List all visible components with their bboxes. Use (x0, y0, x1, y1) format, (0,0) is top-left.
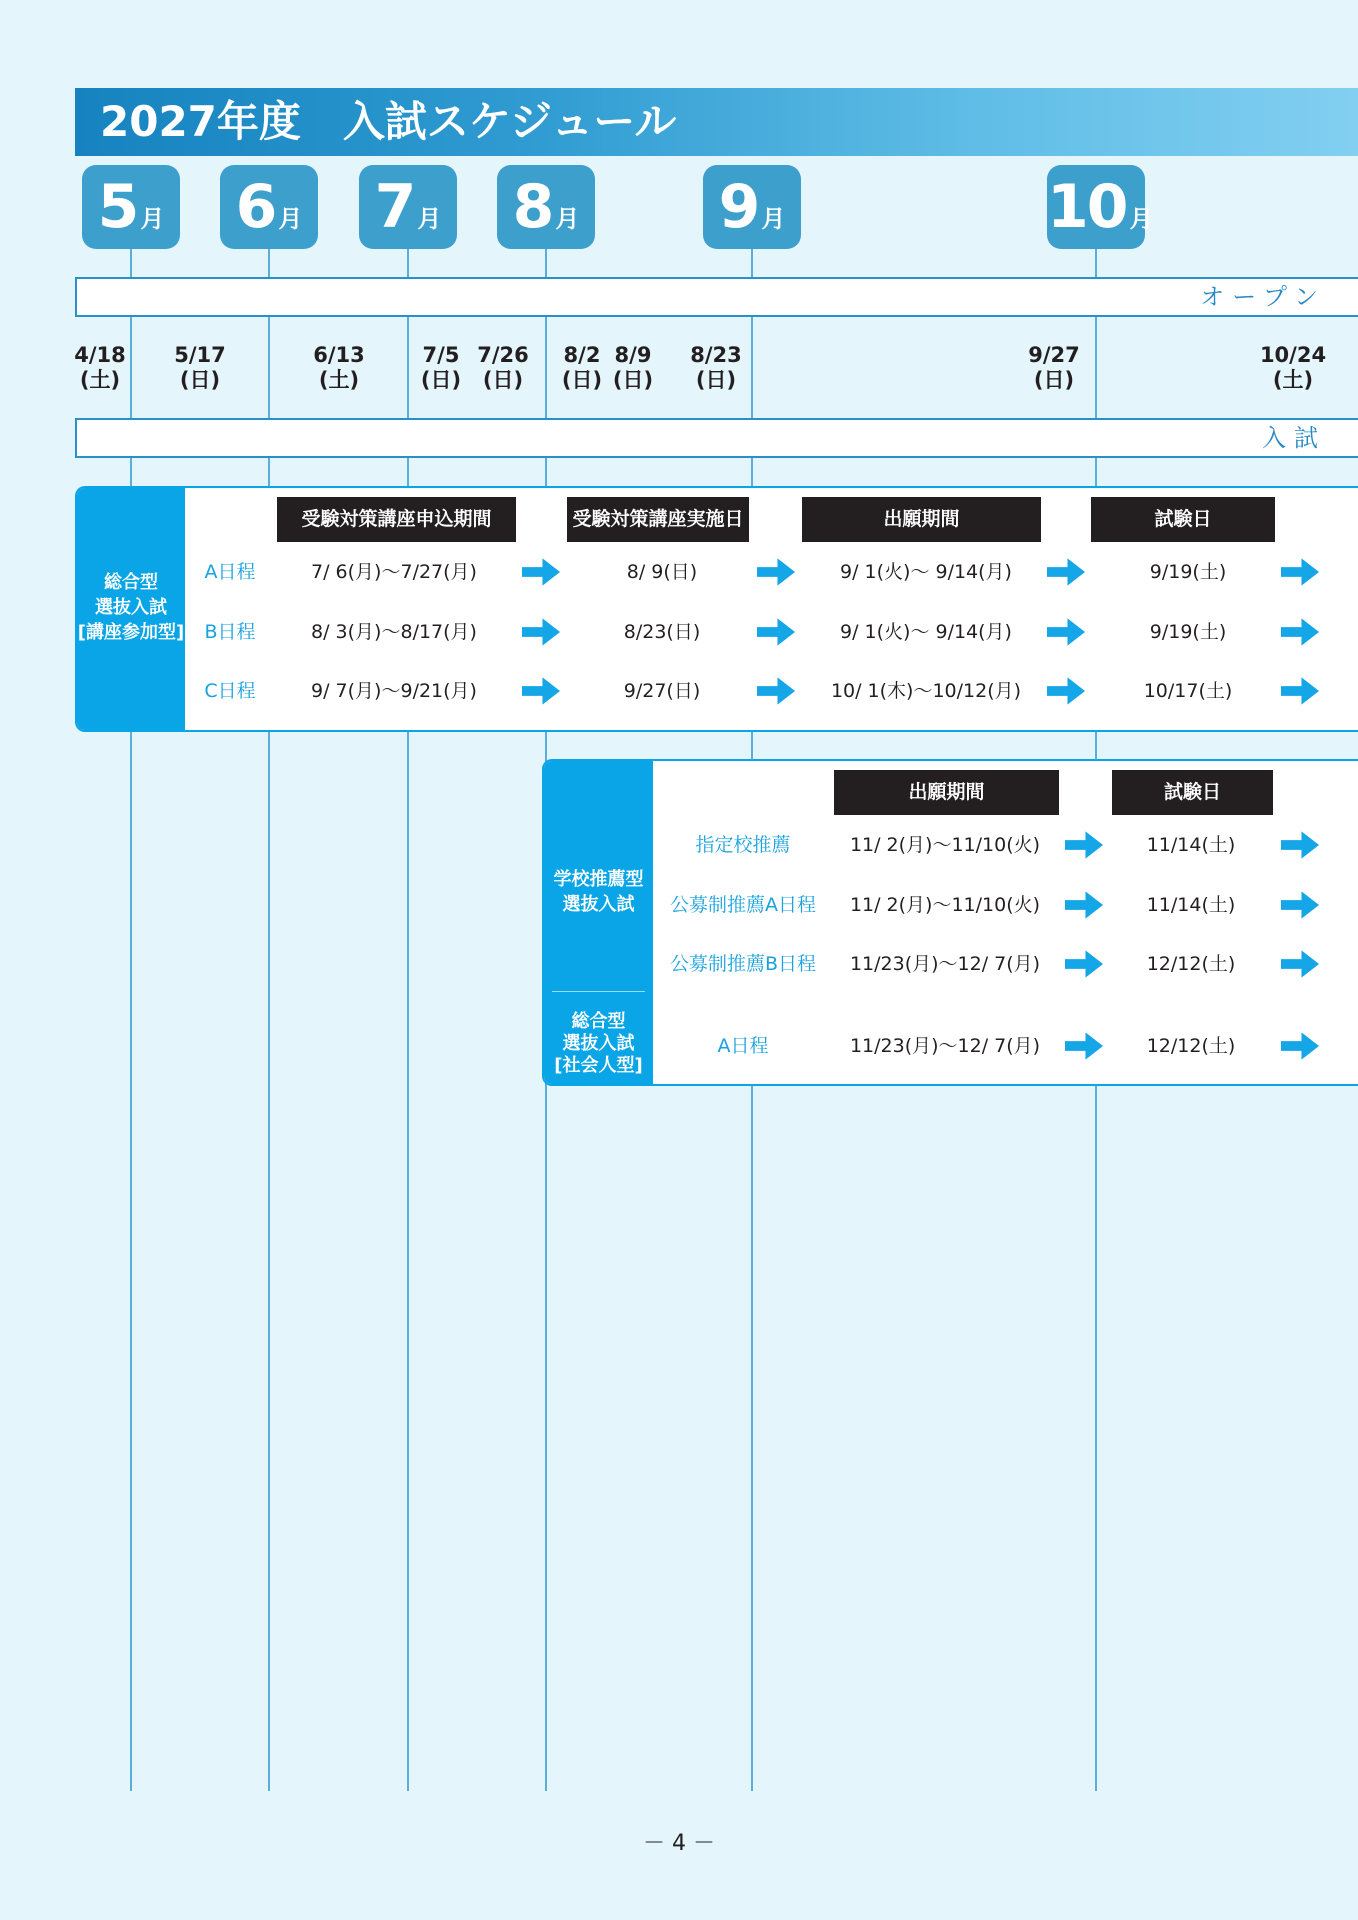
arrow-right-icon (522, 557, 561, 587)
exam-date: 11/14(土) (1146, 894, 1236, 916)
open-campus-date: 4/18 (土) (74, 343, 126, 392)
timeline-line-june (268, 249, 270, 1791)
open-campus-label: オープン (1200, 283, 1326, 311)
page-title: 2027年度 入試スケジュール (100, 97, 677, 146)
course-apply-period: 7/ 6(月)～7/27(月) (311, 561, 477, 583)
schedule-name: B日程 (204, 621, 256, 643)
month-badge-october: 10 月 (1047, 165, 1145, 249)
panel-divider (552, 991, 645, 992)
header-exam-date: 試験日 (1091, 497, 1275, 542)
course-date: 8/23(日) (623, 621, 701, 643)
application-period: 11/ 2(月)～11/10(火) (849, 894, 1041, 916)
schedule-name: 公募制推薦B日程 (669, 953, 817, 975)
header-application-period: 出願期間 (802, 497, 1041, 542)
open-campus-date: 5/17 (日) (174, 343, 226, 392)
open-campus-date: 8/23 (日) (690, 343, 742, 392)
arrow-right-icon (1065, 949, 1104, 979)
course-date: 8/ 9(日) (626, 561, 698, 583)
arrow-right-icon (1047, 617, 1086, 647)
course-based-label-panel (77, 488, 185, 730)
month-badge-september: 9 月 (703, 165, 801, 249)
open-campus-date: 9/27 (日) (1028, 343, 1080, 392)
arrow-right-icon (1281, 676, 1320, 706)
arrow-right-icon (1281, 1031, 1320, 1061)
open-campus-date: 8/9 (日) (612, 343, 654, 392)
header-course-apply: 受験対策講座申込期間 (277, 497, 516, 542)
arrow-right-icon (1065, 1031, 1104, 1061)
course-apply-period: 8/ 3(月)～8/17(月) (311, 621, 477, 643)
schedule-name: 公募制推薦A日程 (670, 894, 816, 916)
month-badge-may: 5 月 (82, 165, 180, 249)
open-campus-date: 8/2 (日) (561, 343, 603, 392)
arrow-right-icon (1281, 949, 1320, 979)
arrow-right-icon (757, 676, 796, 706)
arrow-right-icon (522, 676, 561, 706)
recommendation-label-panel (544, 761, 653, 1084)
application-period: 11/ 2(月)～11/10(火) (849, 834, 1041, 856)
open-campus-band (75, 277, 1358, 317)
application-period: 9/ 1(火)～ 9/14(月) (840, 561, 1012, 583)
header-application-period: 出願期間 (834, 770, 1059, 815)
arrow-right-icon (757, 557, 796, 587)
course-based-label: 総合型 選抜入試 [講座参加型] (77, 572, 185, 643)
course-apply-period: 9/ 7(月)～9/21(月) (311, 680, 477, 702)
exam-date: 12/12(土) (1146, 953, 1236, 975)
arrow-right-icon (1281, 617, 1320, 647)
arrow-right-icon (757, 617, 796, 647)
arrow-right-icon (1281, 830, 1320, 860)
exam-date: 12/12(土) (1146, 1035, 1236, 1057)
schedule-name: C日程 (204, 680, 256, 702)
month-badge-august: 8 月 (497, 165, 595, 249)
entrance-exam-label: 入試 (1262, 424, 1326, 452)
timeline-line-may (130, 249, 132, 1791)
schedule-name: 指定校推薦 (695, 834, 791, 856)
month-badge-june: 6 月 (220, 165, 318, 249)
arrow-right-icon (1281, 890, 1320, 920)
exam-date: 11/14(土) (1146, 834, 1236, 856)
application-period: 9/ 1(火)～ 9/14(月) (840, 621, 1012, 643)
arrow-right-icon (1065, 890, 1104, 920)
arrow-right-icon (1281, 557, 1320, 587)
page-number: － 4 － (643, 1831, 715, 1856)
open-campus-date: 6/13 (土) (313, 343, 365, 392)
schedule-name: A日程 (204, 561, 256, 583)
header-course-date: 受験対策講座実施日 (567, 497, 749, 542)
application-period: 10/ 1(木)～10/12(月) (830, 680, 1022, 702)
arrow-right-icon (1047, 557, 1086, 587)
application-period: 11/23(月)～12/ 7(月) (849, 1035, 1041, 1057)
adult-comprehensive-label: 総合型 選抜入試 [社会人型] (554, 1011, 643, 1076)
arrow-right-icon (1065, 830, 1104, 860)
arrow-right-icon (1047, 676, 1086, 706)
arrow-right-icon (522, 617, 561, 647)
header-exam-date: 試験日 (1112, 770, 1273, 815)
open-campus-date: 10/24 (土) (1259, 343, 1327, 392)
timeline-line-july (407, 249, 409, 1791)
entrance-exam-band (75, 418, 1358, 458)
open-campus-date: 7/5 (日) (420, 343, 462, 392)
open-campus-date: 7/26 (日) (477, 343, 529, 392)
exam-date: 9/19(土) (1149, 621, 1227, 643)
exam-date: 10/17(土) (1143, 680, 1233, 702)
schedule-name: A日程 (717, 1035, 769, 1057)
school-recommendation-label: 学校推薦型 選抜入試 (553, 869, 644, 915)
course-date: 9/27(日) (623, 680, 701, 702)
application-period: 11/23(月)～12/ 7(月) (849, 953, 1041, 975)
exam-date: 9/19(土) (1149, 561, 1227, 583)
month-badge-july: 7 月 (359, 165, 457, 249)
